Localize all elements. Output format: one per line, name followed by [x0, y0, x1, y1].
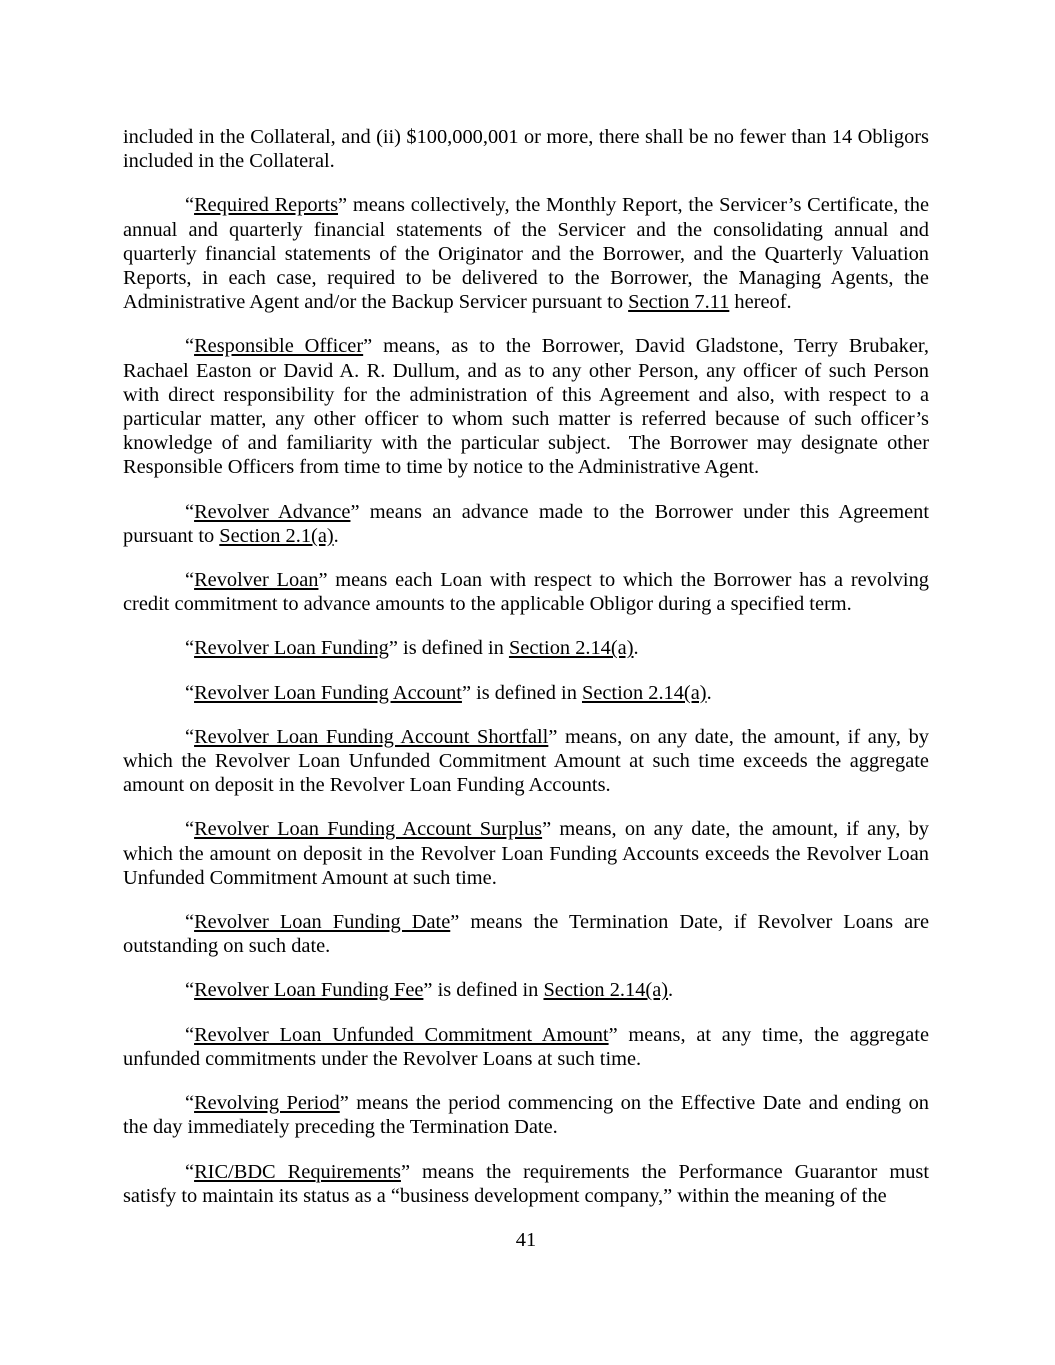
- paragraph: [123, 1023, 929, 1071]
- text-run: ” means, on any date, the amount, if any, by which the Revolver Loan Unfunded Commitment Amount at such time exceeds the aggregate amount on deposit in the Revolver Loan Funding Accounts.: [123, 725, 929, 797]
- text-run: ” means the requirements the Performance Guarantor must satisfy to maintain its status as a “business development company,” within the meaning of the: [123, 1160, 929, 1207]
- text-run: “: [185, 637, 195, 660]
- defined-term: Revolver Loan: [194, 569, 319, 592]
- defined-term: Required Reports: [194, 194, 339, 217]
- document-body: [123, 125, 929, 1208]
- paragraph: [123, 1160, 929, 1208]
- paragraph: [123, 334, 929, 479]
- paragraph: [123, 910, 929, 958]
- text-run: .: [633, 637, 639, 660]
- text-run: ” means, at any time, the aggregate unfunded commitments under the Revolver Loans at such time.: [123, 1023, 929, 1070]
- text-run: “: [185, 1160, 195, 1183]
- section-ref: Section 2.14(a): [543, 979, 669, 1002]
- defined-term: Revolver Advance: [194, 500, 351, 523]
- paragraph: [123, 978, 929, 1002]
- text-run: ” is defined in: [388, 637, 509, 660]
- paragraph: [123, 1091, 929, 1139]
- text-run: .: [333, 524, 339, 547]
- text-run: hereof.: [729, 291, 792, 314]
- text-run: “: [185, 818, 195, 841]
- text-run: .: [706, 681, 712, 704]
- defined-term: Revolver Loan Funding: [194, 637, 389, 660]
- defined-term: Revolver Loan Funding Account: [194, 681, 462, 704]
- defined-term: RIC/BDC Requirements: [194, 1160, 401, 1183]
- defined-term: Revolver Loan Unfunded Commitment Amount: [194, 1023, 609, 1046]
- paragraph: [123, 817, 929, 890]
- text-run: “: [185, 500, 195, 523]
- defined-term: Revolver Loan Funding Date: [194, 911, 451, 934]
- text-run: “: [185, 911, 195, 934]
- text-run: “: [185, 1092, 195, 1115]
- paragraph: [123, 125, 929, 173]
- section-ref: Section 2.1(a): [219, 524, 334, 547]
- text-run: .: [668, 979, 674, 1002]
- defined-term: Revolver Loan Funding Account Surplus: [194, 818, 543, 841]
- text-run: ” means the Termination Date, if Revolver Loans are outstanding on such date.: [123, 911, 929, 958]
- defined-term: Revolving Period: [194, 1092, 340, 1115]
- text-run: “: [185, 569, 195, 592]
- text-run: ” is defined in: [423, 979, 544, 1002]
- defined-term: Revolver Loan Funding Fee: [194, 979, 424, 1002]
- text-run: “: [185, 681, 195, 704]
- text-run: ” means an advance made to the Borrower under this Agreement pursuant to: [123, 500, 930, 547]
- defined-term: Responsible Officer: [194, 335, 364, 358]
- text-run: ” is defined in: [461, 681, 582, 704]
- paragraph: [123, 725, 929, 798]
- text-run: “: [185, 194, 195, 217]
- page-number: 41: [515, 1228, 537, 1251]
- defined-term: Revolver Loan Funding Account Shortfall: [194, 725, 549, 748]
- text-run: “: [185, 979, 195, 1002]
- paragraph: [123, 500, 929, 548]
- text-run: ” means each Loan with respect to which the Borrower has a revolving credit commitment to advance amounts to the applicable Obligor during a specified term.: [123, 569, 929, 616]
- text-run: “: [185, 1023, 195, 1046]
- text-run: ” means the period commencing on the Effective Date and ending on the day immediately preceding the Termination Date.: [123, 1092, 929, 1139]
- text-run: “: [185, 725, 195, 748]
- paragraph: [123, 681, 929, 705]
- text-run: included in the Collateral, and (ii) $100,000,001 or more, there shall be no fewer than 14 Obligors included in the Collateral.: [123, 126, 929, 173]
- text-run: ” means collectively, the Monthly Report, the Servicer’s Certificate, the annual and quarterly financial statements of the Servicer and the consolidating annual and quarterly financial statements of the Originator and the Borrower, and the Quarterly Valuation Reports, in each case, required to be delivered to the Borrower, the Managing Agents, the Administrative Agent and/or the Backup Servicer pursuant to: [123, 194, 929, 314]
- paragraph: [123, 193, 929, 314]
- section-ref: Section 7.11: [628, 291, 730, 314]
- section-ref: Section 2.14(a): [581, 681, 707, 704]
- text-run: ” means, as to the Borrower, David Gladstone, Terry Brubaker, Rachael Easton or David A. R. Dullum, and as to any other Person, any officer of such Person with direct responsibility for the administration of this Agreement and also, with respect to a particular matter, any other officer to whom such matter is referred because of such officer’s knowledge of and familiarity with the particular subject. The Borrower may designate other Responsible Officers from time to time by notice to the Administrative Agent.: [123, 335, 929, 479]
- text-run: ” means, on any date, the amount, if any, by which the amount on deposit in the Revolver Loan Funding Accounts exceeds the Revolver Loan Unfunded Commitment Amount at such time.: [123, 818, 929, 889]
- text-run: “: [185, 335, 195, 358]
- section-ref: Section 2.14(a): [508, 637, 634, 660]
- paragraph: [123, 636, 929, 660]
- paragraph: [123, 568, 929, 616]
